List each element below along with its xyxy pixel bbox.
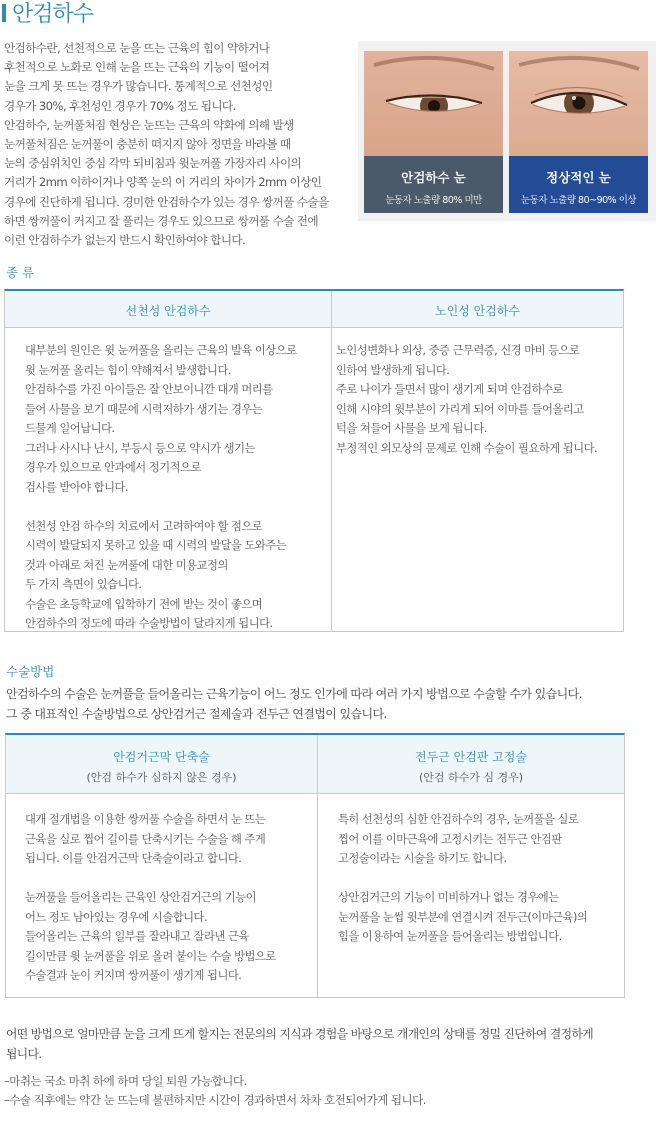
intro-line: 경우에 진단하게 됩니다. 경미한 안검하수가 있는 경우 쌍꺼풀 수술을 (4, 194, 329, 209)
body-line: 검사를 받아야 합니다. (25, 480, 128, 494)
intro-line: 경우가 30%, 후천성인 경우가 70% 정도 됩니다. (4, 98, 236, 113)
conclusion-text (6, 1024, 593, 1064)
body-line: 수술은 초등학교에 입학하기 전에 받는 것이 좋으며 (25, 597, 263, 611)
intro-line: 안검하수, 눈꺼풀처짐 현상은 눈뜨는 근육의 약화에 의해 발생 (4, 117, 294, 132)
body-line: 드물게 일어납니다. (25, 422, 115, 435)
body-line: 노인성변화나 외상, 중증 근무력증, 신경 마비 등으로 (336, 344, 580, 357)
body-line: 고정술이라는 시술을 하기도 합니다. (338, 852, 507, 865)
note-line: –마취는 국소 마취 하에 하며 당일 퇴원 가능합니다. (4, 1074, 247, 1088)
body-line: 선천성 안검 하수의 치료에서 고려하여야 할 점으로 (25, 519, 263, 533)
body-line: 들어 사물을 보기 때문에 시력저하가 생기는 경우는 (25, 402, 263, 416)
caption-subtitle: 눈동자 노출량 80% 미만 (385, 195, 482, 206)
types-right-header (332, 291, 623, 328)
body-line: 눈꺼풀을 눈썹 윗부분에 연결시켜 전두근(이마근육)의 (338, 910, 588, 924)
types-heading: 종 류 (6, 265, 35, 280)
body-line: 됩니다. 이를 안검거근막 단축술이라고 합니다. (25, 852, 242, 865)
notes (4, 1072, 426, 1110)
body-line: 두 가지 측면이 있습니다. (25, 578, 142, 591)
body-line: 찝어 이를 이마근육에 고정시키는 전두근 안검판 (338, 832, 562, 846)
body-line: 어느 정도 남아있는 경우에 시술합니다. (25, 910, 208, 924)
body-line: 수술결과 눈이 커지며 쌍꺼풀이 생기게 됩니다. (25, 969, 242, 982)
body-line: 눈꺼풀을 들어올리는 근육인 상안검거근의 기능이 (25, 891, 257, 904)
intro-line: 후천적으로 노화로 인해 눈을 뜨는 근육의 기능이 떨어져 (4, 60, 270, 75)
caption-subtitle: 눈동자 노출량 80~90% 이상 (520, 195, 637, 206)
surgery-right-title: 전두근 안검판 고정술 (415, 750, 527, 764)
types-right-body (336, 341, 597, 458)
surgery-left-header (6, 735, 317, 794)
body-line: 턱을 쳐들어 사물을 보게 됩니다. (336, 422, 487, 435)
body-line: 윗 눈꺼풀 올리는 힘이 약해져서 발생합니다. (25, 363, 231, 377)
ptosis-eye-photo (364, 51, 503, 156)
body-line: 안검하수의 정도에 따라 수술방법이 달라지게 됩니다. (25, 617, 273, 630)
body-line: 대부분의 원인은 윗 눈꺼풀을 올리는 근육의 발육 이상으로 (25, 344, 297, 357)
body-line: 특히 선천성의 심한 안검하수의 경우, 눈꺼풀을 실로 (338, 813, 579, 826)
body-line: 그러나 사시나 난시, 부등시 등으로 약시가 생기는 (25, 441, 255, 455)
surgery-right-body (338, 810, 587, 947)
body-line (25, 497, 297, 517)
caption-title: 정상적인 눈 (546, 170, 611, 185)
surgery-table (5, 733, 625, 998)
types-right-title: 노인성 안검하수 (435, 304, 520, 318)
caption-title: 안검하수 눈 (401, 170, 466, 185)
intro-line: 눈의 중심위치인 중심 각막 되비침과 윗눈꺼풀 가장자리 사이의 (4, 156, 302, 171)
surgery-left-body (25, 810, 276, 986)
body-line: 것과 아래로 쳐진 눈꺼풀에 대한 미용교정의 (25, 558, 228, 572)
surgery-intro-line: 안검하수의 수술은 눈꺼풀을 들어올리는 근육기능이 어느 정도 인가에 따라 여러 가지 방법으로 수술할 수가 있습니다. (6, 687, 582, 701)
body-line: 길이만큼 윗 눈꺼풀을 위로 올려 붙이는 수술 방법으로 (25, 949, 276, 963)
types-left-header (5, 291, 331, 328)
body-line: 인해 시야의 윗부분이 가리게 되어 이마를 들어올리고 (336, 402, 584, 416)
types-left-body (25, 341, 297, 634)
intro-line: 이런 안검하수가 없는지 반드시 확인하여야 합니다. (4, 233, 246, 248)
body-line: 들어올리는 근육의 일부를 잘라내고 잘라낸 근육 (25, 930, 249, 943)
column-divider (317, 735, 318, 997)
ptosis-eye-caption (364, 156, 503, 213)
body-line: 근육을 실로 찝어 길이를 단축시키는 수술을 해 주게 (25, 832, 266, 846)
body-line: 인하여 발생하게 됩니다. (336, 363, 450, 377)
normal-eye-caption (509, 156, 648, 213)
column-divider (331, 291, 332, 631)
note-line: –수술 직후에는 약간 눈 뜨는데 불편하지만 시간이 경과하면서 차차 호전되어가게 됩니다. (4, 1093, 426, 1107)
intro-line: 안검하수란, 선천적으로 눈을 뜨는 근육의 힘이 약하거나 (4, 41, 270, 55)
body-line: 경우가 있으므로 안과에서 정기적으로 (25, 461, 201, 474)
title-accent-bar (2, 4, 6, 22)
intro-line: 눈꺼풀처짐은 눈꺼풀이 충분히 떠지지 않아 정면을 바라볼 때 (4, 137, 291, 152)
body-line: 힘을 이용하여 눈꺼풀을 들어올리는 방법입니다. (338, 930, 562, 943)
normal-eye-photo (509, 51, 648, 156)
page-title: 안검하수 (12, 2, 94, 27)
surgery-left-title: 안검거근막 단축술 (113, 750, 210, 764)
intro-line: 거리가 2mm 이하이거나 양쪽 눈의 이 거리의 차이가 2mm 이상인 (4, 175, 322, 190)
body-line: 안검하수를 가진 아이들은 잘 안보이니깐 대개 머리를 (25, 383, 273, 396)
surgery-right-header (318, 735, 624, 794)
surgery-intro (6, 684, 582, 724)
body-line: 상안검거근의 기능이 미비하거나 없는 경우에는 (338, 891, 559, 904)
body-line: 시력이 발달되지 못하고 있을 때 시력의 발달을 도와주는 (25, 539, 287, 552)
intro-text (4, 39, 356, 250)
conclusion-line: 됩니다. (6, 1047, 42, 1061)
surgery-intro-line: 그 중 대표적인 수술방법으로 상안검거근 절제술과 전두근 연결법이 있습니다. (6, 707, 387, 721)
body-line (338, 869, 587, 889)
surgery-heading: 수술방법 (6, 664, 55, 679)
intro-line: 눈을 크게 못 뜨는 경우가 많습니다. 통계적으로 선천성인 (4, 79, 273, 94)
conclusion-line: 어떤 방법으로 얼마만큼 눈을 크게 뜨게 할지는 전문의의 지식과 경험을 바탕으로 개개인의 상태를 정밀 진단하여 결정하게 (6, 1027, 594, 1041)
surgery-left-subtitle: (안검 하수가 심하지 않은 경우) (86, 771, 237, 784)
body-line (25, 869, 276, 889)
body-line: 대개 절개법을 이용한 쌍꺼풀 수술을 하면서 눈 뜨는 (25, 813, 266, 826)
types-table (4, 289, 624, 632)
surgery-right-subtitle: (안검 하수가 심 경우) (418, 771, 524, 784)
types-left-title: 선천성 안검하수 (125, 304, 211, 318)
intro-line: 하면 쌍꺼풀이 커지고 잘 풀리는 경우도 있으므로 쌍꺼풀 수술 전에 (4, 213, 318, 228)
body-line: 주로 나이가 들면서 많이 생기게 되며 안검하수로 (336, 383, 563, 396)
body-line: 부정적인 외모상의 문제로 인해 수술이 필요하게 됩니다. (336, 441, 598, 455)
